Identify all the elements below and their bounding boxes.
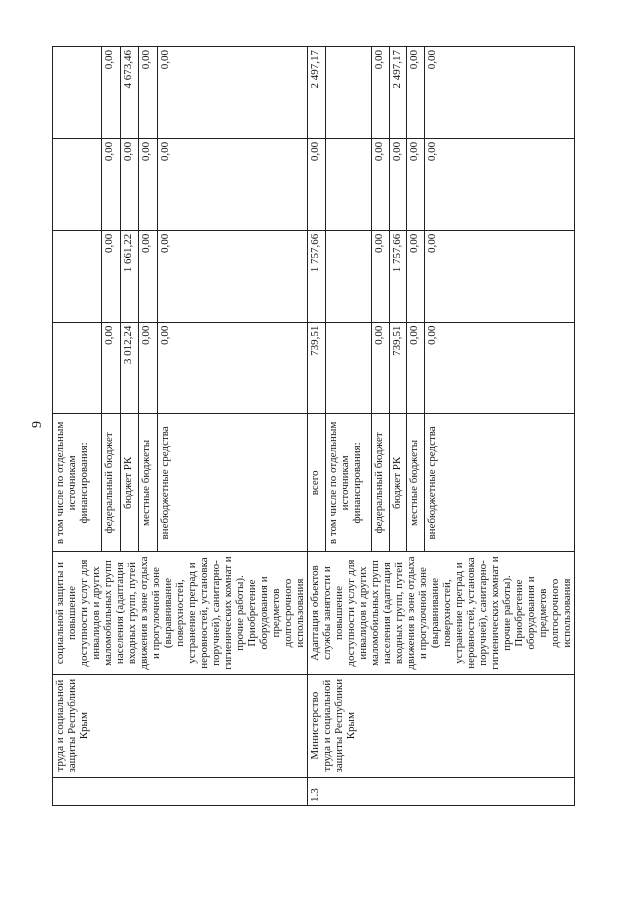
value-cell: 0,00 — [139, 138, 158, 230]
row-a-intro: в том числе по отдельным источникам финансирования: — [53, 414, 102, 552]
table-row-b-total — [308, 47, 326, 806]
value-cell: 0,00 — [158, 230, 308, 322]
value-cell: 0,00 — [371, 47, 389, 139]
total-value: 0,00 — [308, 138, 326, 230]
value-cell: 4 673,46 — [120, 47, 139, 139]
value-cell: 0,00 — [425, 230, 575, 322]
value-cell: 0,00 — [407, 47, 425, 139]
value-cell: 0,00 — [120, 138, 139, 230]
value-cell: 739,51 — [389, 322, 407, 414]
row-b-intro: в том числе по отдельным источникам финансирования: — [325, 414, 371, 552]
source-label: федеральный бюджет — [101, 414, 120, 552]
total-value: 1 757,66 — [308, 230, 326, 322]
value-cell: 0,00 — [158, 47, 308, 139]
value-cell: 1 757,66 — [389, 230, 407, 322]
total-value: 739,51 — [308, 322, 326, 414]
value-cell: 0,00 — [425, 138, 575, 230]
value-cell: 0,00 — [101, 230, 120, 322]
value-cell: 0,00 — [101, 138, 120, 230]
value-cell: 2 497,17 — [389, 47, 407, 139]
source-label: бюджет РК — [389, 414, 407, 552]
table-row-a-intro — [53, 47, 102, 806]
value-cell: 0,00 — [371, 230, 389, 322]
value-cell: 0,00 — [158, 322, 308, 414]
total-label: всего — [308, 414, 326, 552]
page-number: 9 — [30, 421, 45, 428]
value-cell: 0,00 — [425, 47, 575, 139]
value-cell: 0,00 — [139, 322, 158, 414]
value-cell: 0,00 — [101, 322, 120, 414]
value-cell: 0,00 — [407, 322, 425, 414]
row-a-event: социальной защиты и повышение доступности услуг для инвалидов и других маломобильных групп населения (адаптация входных групп, путей движения в зоне отдыха и прогулочной зоне (выравнивание поверхностей, устранение преград и неровностей, установка поручней), санитарно-гигиенических комнат и прочие работы). Приобретение оборудования и предметов долгосрочного использования — [53, 552, 308, 674]
source-label: местные бюджеты — [407, 414, 425, 552]
value-cell: 0,00 — [371, 138, 389, 230]
value-cell: 1 661,22 — [120, 230, 139, 322]
financing-table — [52, 46, 575, 806]
source-label: бюджет РК — [120, 414, 139, 552]
value-cell: 3 012,24 — [120, 322, 139, 414]
value-cell: 0,00 — [425, 322, 575, 414]
source-label: внебюджетные средства — [425, 414, 575, 552]
total-value: 2 497,17 — [308, 47, 326, 139]
value-cell: 0,00 — [407, 230, 425, 322]
source-label: местные бюджеты — [139, 414, 158, 552]
row-b-executor: Министерство труда и социальной защиты Республики Крым — [308, 674, 575, 777]
row-a-number — [53, 777, 308, 805]
source-label: федеральный бюджет — [371, 414, 389, 552]
row-b-number: 1.3 — [308, 777, 575, 805]
value-cell: 0,00 — [139, 230, 158, 322]
value-cell: 0,00 — [139, 47, 158, 139]
value-cell: 0,00 — [158, 138, 308, 230]
row-b-event: Адаптация объектов службы занятости и повышение доступности услуг для инвалидов и других маломобильных групп населения (адаптация входных групп, путей движения в зоне отдыха и прогулочной зоне (выравнивание поверхностей, устранение преград и неровностей, установка поручней), санитарно-гигиенических комнат и прочие работы). Приобретение оборудования и предметов долгосрочного использования — [308, 552, 575, 674]
value-cell: 0,00 — [389, 138, 407, 230]
value-cell: 0,00 — [371, 322, 389, 414]
source-label: внебюджетные средства — [158, 414, 308, 552]
value-cell: 0,00 — [407, 138, 425, 230]
rotated-table-wrapper — [52, 46, 573, 806]
value-cell: 0,00 — [101, 47, 120, 139]
row-a-executor: труда и социальной защиты Республики Крым — [53, 674, 308, 777]
